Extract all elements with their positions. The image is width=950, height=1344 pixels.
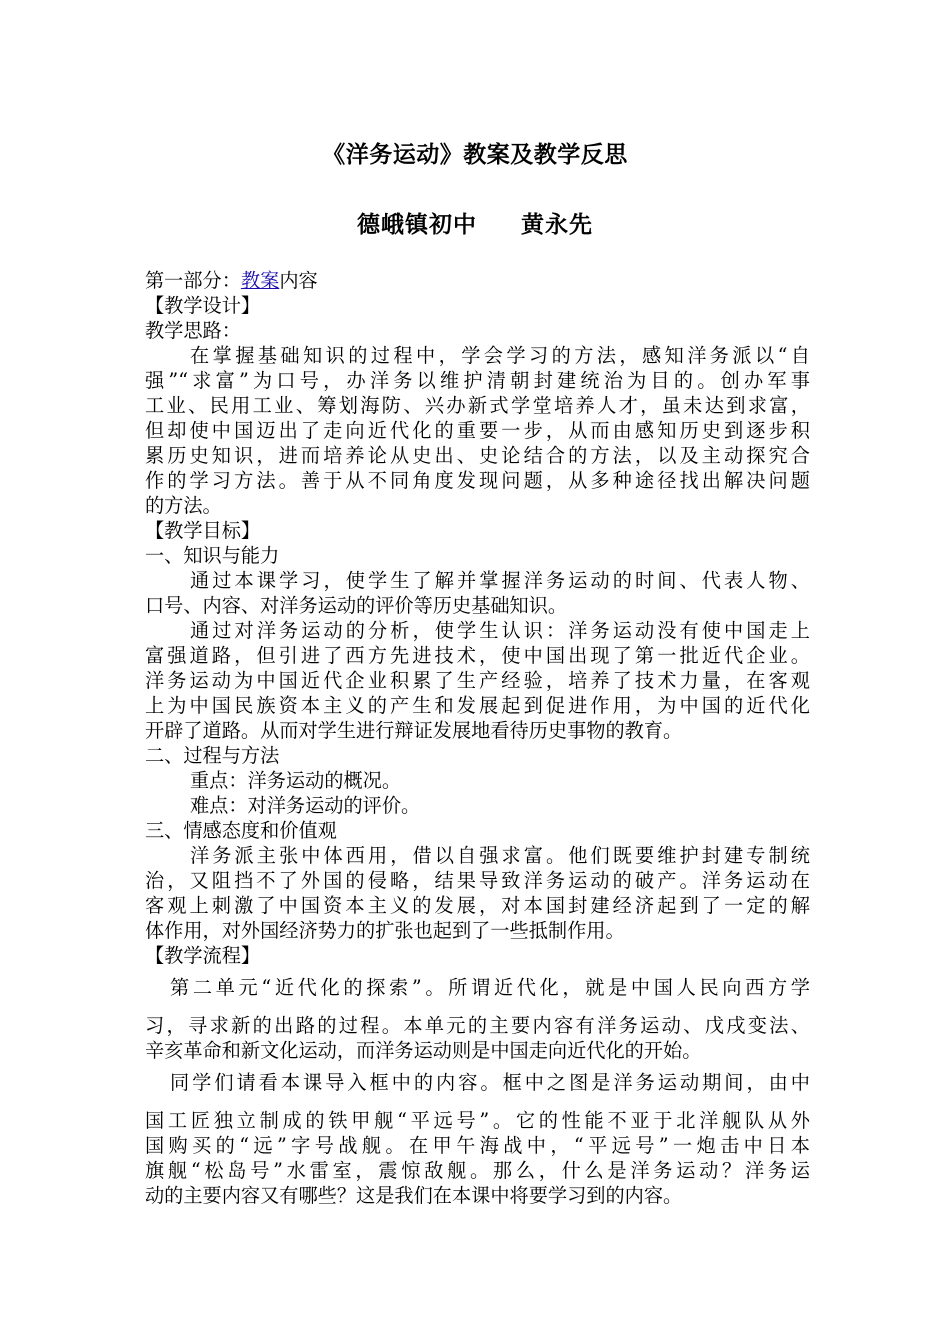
text-line: 的方法。: [145, 494, 222, 517]
text-line: 但却使中国迈出了走向近代化的重要一步，从而由感知历史到逐步积: [145, 419, 810, 442]
author-school: 德峨镇初中: [357, 212, 477, 238]
thinking-paragraph: [145, 343, 810, 518]
text-line: 作的学习方法。善于从不同角度发现问题，从多种途径找出解决问题: [145, 469, 810, 492]
goal3-paragraph: [145, 843, 810, 943]
text-line: 国购买的“远”字号战舰。在甲午海战中，“平远号”一炮击中日本: [145, 1134, 810, 1157]
lesson-plan-link[interactable]: 教案: [240, 269, 280, 292]
flow-heading: 【教学流程】: [145, 944, 261, 967]
goal2-difficulty: 难点：对洋务运动的评价。: [190, 794, 421, 817]
text-line: 强”“求富”为口号，办洋务以维护清朝封建统治为目的。创办军事: [145, 369, 810, 392]
section-heading: [145, 268, 810, 293]
text-line: 开辟了道路。从而对学生进行辩证发展地看待历史事物的教育。: [145, 719, 683, 742]
goal1-paragraph-1: [145, 568, 810, 618]
text-line: 富强道路，但引进了西方先进技术，使中国出现了第一批近代企业。: [145, 644, 810, 667]
text-line: 洋务运动为中国近代企业积累了生产经验，培养了技术力量，在客观: [145, 669, 810, 692]
text-line: 治，又阻挡不了外国的侵略，结果导致洋务运动的破产。洋务运动在: [145, 869, 810, 892]
author-name: 黄永先: [521, 212, 593, 238]
thinking-label: 教学思路：: [145, 319, 241, 342]
document-author: [0, 206, 950, 239]
text-line: 通过对洋务运动的分析，使学生认识：洋务运动没有使中国走上: [190, 619, 810, 642]
goal2-key-point: 重点：洋务运动的概况。: [190, 769, 402, 792]
text-line: 习，寻求新的出路的过程。本单元的主要内容有洋务运动、戊戌变法、: [145, 1014, 810, 1037]
text-line: 国工匠独立制成的铁甲舰“平远号”。它的性能不亚于北洋舰队从外: [145, 1109, 810, 1132]
goal2-heading: 二、过程与方法: [145, 744, 280, 767]
goal1-paragraph-2: [145, 618, 810, 743]
flow-paragraph-2: [145, 1070, 810, 1208]
text-line: 辛亥革命和新文化运动，而洋务运动则是中国走向近代化的开始。: [145, 1039, 702, 1062]
text-line: 通过本课学习，使学生了解并掌握洋务运动的时间、代表人物、: [190, 569, 810, 592]
text-line: 客观上刺激了中国资本主义的发展，对本国封建经济起到了一定的解: [145, 894, 810, 917]
text-line: 工业、民用工业、筹划海防、兴办新式学堂培养人才，虽未达到求富，: [145, 394, 810, 417]
text-line: 同学们请看本课导入框中的内容。框中之图是洋务运动期间，由中: [170, 1071, 810, 1094]
goal1-heading: 一、知识与能力: [145, 544, 280, 567]
goal3-heading: 三、情感态度和价值观: [145, 819, 337, 842]
text-line: 动的主要内容又有哪些？这是我们在本课中将要学习到的内容。: [145, 1184, 683, 1207]
section-prefix: 第一部分：: [145, 269, 241, 292]
section-suffix: 内容: [279, 269, 318, 292]
goals-heading: 【教学目标】: [145, 519, 261, 542]
text-line: 在掌握基础知识的过程中，学会学习的方法，感知洋务派以“自: [190, 344, 810, 367]
text-line: 累历史知识，进而培养论从史出、史论结合的方法，以及主动探究合: [145, 444, 810, 467]
flow-paragraph-1: [145, 975, 810, 1063]
text-line: 第二单元“近代化的探索”。所谓近代化，就是中国人民向西方学: [170, 976, 810, 999]
document-title: 《洋务运动》教案及教学反思: [322, 142, 628, 168]
text-line: 上为中国民族资本主义的产生和发展起到促进作用，为中国的近代化: [145, 694, 810, 717]
text-line: 口号、内容、对洋务运动的评价等历史基础知识。: [145, 594, 568, 617]
document-body: [145, 268, 810, 1208]
text-line: 旗舰“松岛号”水雷室，震惊敌舰。那么，什么是洋务运动？洋务运: [145, 1159, 810, 1182]
design-heading: 【教学设计】: [145, 294, 261, 317]
text-line: 洋务派主张中体西用，借以自强求富。他们既要维护封建专制统: [190, 844, 810, 867]
text-line: 体作用，对外国经济势力的扩张也起到了一些抵制作用。: [145, 919, 625, 942]
